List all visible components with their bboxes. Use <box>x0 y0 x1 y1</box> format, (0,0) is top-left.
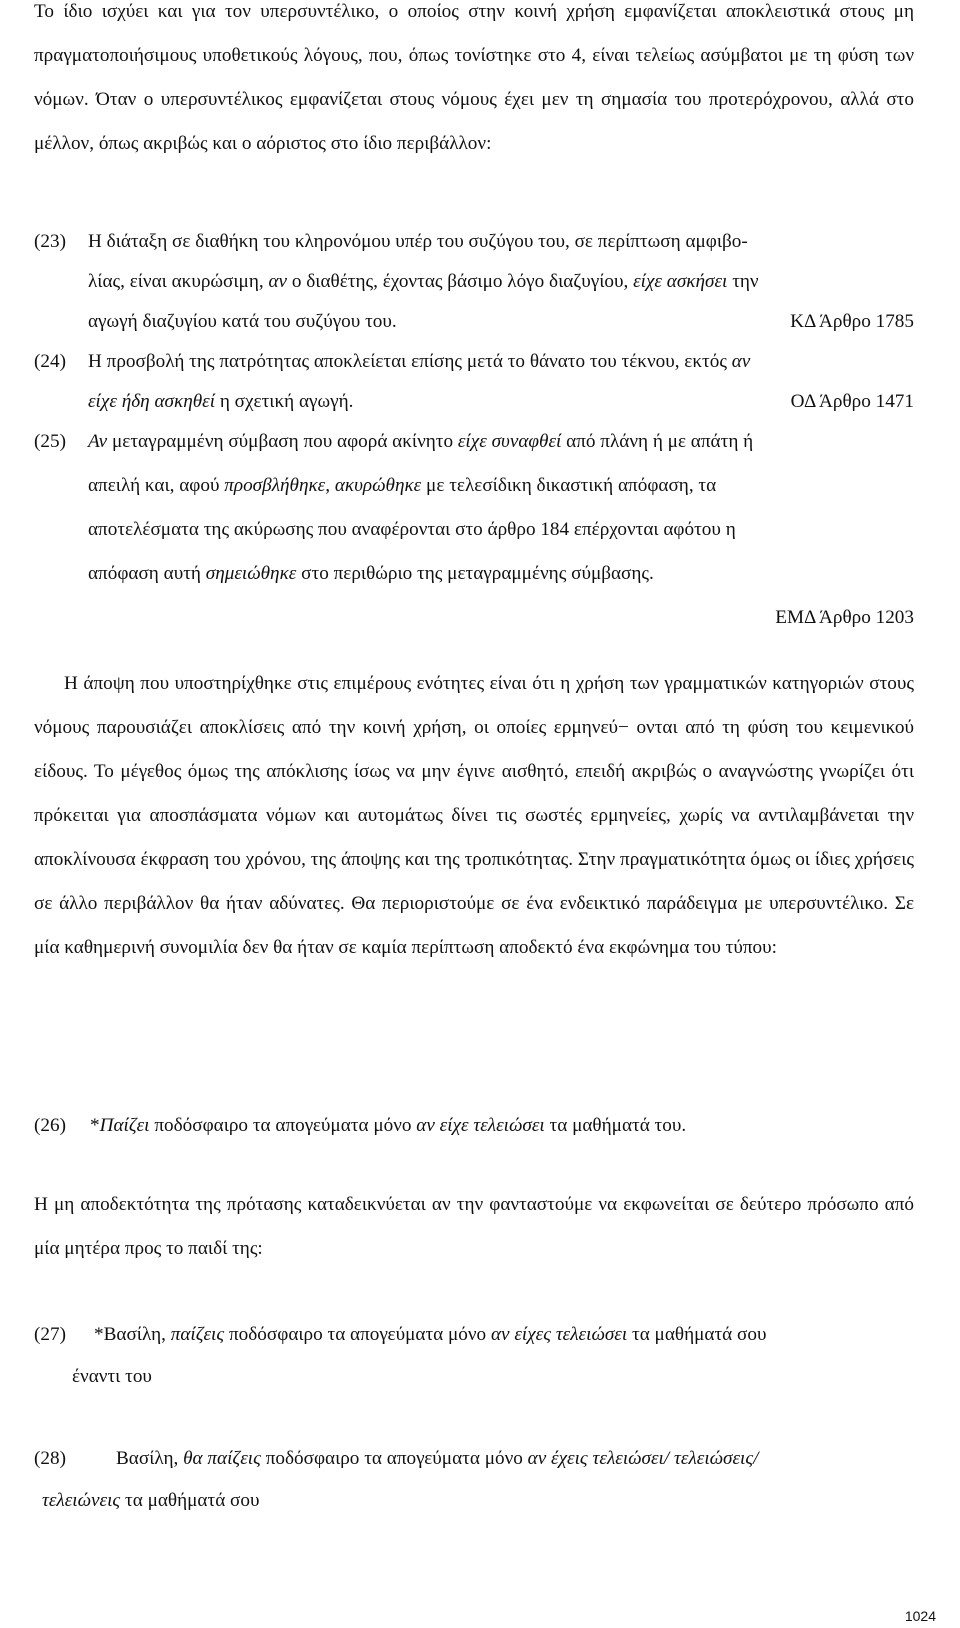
example-line: Η προσβολή της πατρότητας αποκλείεται επίσης μετά το θάνατο του τέκνου, εκτός αν <box>88 351 751 372</box>
example-line: αγωγή διαζυγίου κατά του συζύγου του. ΚΔ Άρθρο 1785 <box>88 302 914 342</box>
example-line: τελειώνεις τα μαθήματά σου <box>42 1490 260 1511</box>
paragraph-1: Το ίδιο ισχύει και για τον υπερσυντέλικο, ο οποίος στην κοινή χρήση εμφανίζεται αποκλειστικά στους μη πραγματοποιήσιμους υποθετικούς λόγους, που, όπως τονίστηκε στο 4, είναι τελείως ασύμβατοι με τη φύση των νόμων. Όταν ο υπερσυντέλικος εμφανίζεται στους νόμους έχει μεν τη σημασία του προτερόχρονου, αλλά στο μέλλον, όπως ακριβώς και ο αόριστος στο ίδιο περιβάλλον: <box>34 1 914 154</box>
example-line: λίας, είναι ακυρώσιμη, αν ο διαθέτης, έχοντας βάσιμο λόγο διαζυγίου, είχε ασκήσει την <box>88 271 759 292</box>
example-number: (24) <box>34 351 66 372</box>
example-number: (26) <box>34 1115 66 1136</box>
example-line: Η διάταξη σε διαθήκη του κληρονόμου υπέρ του συζύγου του, σε περίπτωση αμφιβο- <box>88 231 748 252</box>
example-line: απειλή και, αφού προσβλήθηκε, ακυρώθηκε με τελεσίδικη δικαστική απόφαση, τα <box>88 475 717 496</box>
paragraph-2: Η άποψη που υποστηρίχθηκε στις επιμέρους ενότητες είναι ότι η χρήση των γραμματικών κατηγοριών στους νόμους παρουσιάζει αποκλίσεις από την κοινή χρήση, οι οποίες ερμηνεύ− ονται από τη φύση του κειμενικού είδους. Το μέγεθος όμως της απόκλισης ίσως να μην έγινε αισθητό, επειδή ακριβώς ο αναγνώστης γνωρίζει ότι πρόκειται για αποσπάσματα νόμων και αυτομάτως δίνει τις σωστές ερμηνείες, χωρίς να αντιλαμβάνεται την αποκλίνουσα έκφραση του χρόνου, της άποψης και της τροπικότητας. Στην πραγματικότητα όμως οι ίδιες χρήσεις σε άλλο περιβάλλον θα ήταν αδύνατες. Θα περιοριστούμε σε ένα ενδεικτικό παράδειγμα με υπερσυντέλικο. Σε μία καθημερινή συνομιλία δεν θα ήταν σε καμία περίπτωση αποδεκτό ένα εκφώνημα του τύπου: <box>34 673 914 958</box>
example-line: *Παίζει ποδόσφαιρο τα απογεύματα μόνο αν είχε τελειώσει τα μαθήματά του. <box>90 1115 687 1136</box>
example-line: *Βασίλη, παίζεις ποδόσφαιρο τα απογεύματα μόνο αν είχες τελειώσει τα μαθήματά σου <box>94 1324 767 1345</box>
source-reference: ΚΔ Άρθρο 1785 <box>790 311 914 332</box>
example-number: (25) <box>34 431 66 452</box>
source-reference: ΕΜΔ Άρθρο 1203 <box>775 607 914 628</box>
page-number: 1024 <box>904 1608 936 1624</box>
example-line: έναντι του <box>72 1366 152 1387</box>
example-line: είχε ήδη ασκηθεί η σχετική αγωγή. ΟΔ Άρθρο 1471 <box>88 382 914 422</box>
example-line: Αν μεταγραμμένη σύμβαση που αφορά ακίνητο είχε συναφθεί από πλάνη ή με απάτη ή <box>88 431 754 452</box>
example-number: (27) <box>34 1324 66 1345</box>
source-reference: ΟΔ Άρθρο 1471 <box>790 391 914 412</box>
example-number: (28) <box>34 1448 66 1469</box>
example-number: (23) <box>34 231 66 252</box>
example-line: αποτελέσματα της ακύρωσης που αναφέρονται στο άρθρο 184 επέρχονται αφότου η <box>88 519 736 540</box>
example-line: Βασίλη, θα παίζεις ποδόσφαιρο τα απογεύματα μόνο αν έχεις τελειώσει/ τελειώσεις/ <box>116 1448 759 1469</box>
example-line: απόφαση αυτή σημειώθηκε στο περιθώριο της μεταγραμμένης σύμβασης. <box>88 563 654 584</box>
paragraph-3: Η μη αποδεκτότητα της πρότασης καταδεικνύεται αν την φανταστούμε να εκφωνείται σε δεύτερο πρόσωπο από μία μητέρα προς το παιδί της: <box>34 1194 914 1259</box>
